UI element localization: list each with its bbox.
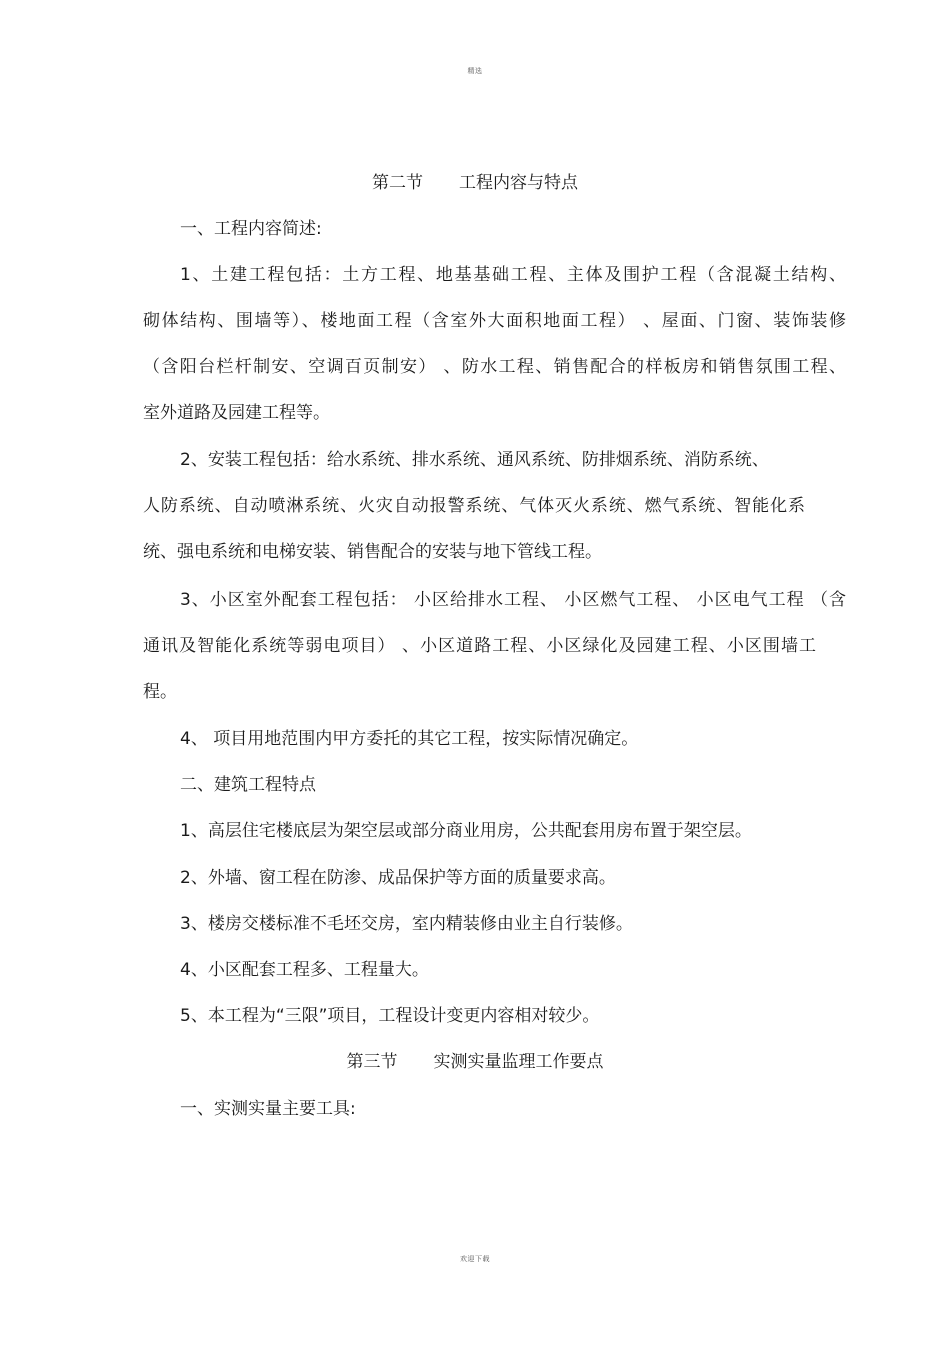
item-3-line-3: 程。 <box>143 682 177 702</box>
section-2-number: 第二节 <box>372 173 423 193</box>
item-1-line-3: （含阳台栏杆制安、空调百页制安） 、防水工程、销售配合的样板房和销售氛围工程、 <box>143 357 846 377</box>
item-1-line-1: 1、土建工程包括：土方工程、地基基础工程、主体及围护工程（含混凝土结构、 <box>180 265 846 285</box>
feature-5: 5、本工程为“三限”项目，工程设计变更内容相对较少。 <box>180 1006 600 1026</box>
feature-1: 1、高层住宅楼底层为架空层或部分商业用房，公共配套用房布置于架空层。 <box>180 821 752 841</box>
item-1-line-2: 砌体结构、围墙等）、楼地面工程（含室外大面积地面工程） 、屋面、门窗、装饰装修 <box>143 311 846 331</box>
feature-2: 2、外墙、窗工程在防渗、成品保护等方面的质量要求高。 <box>180 868 616 888</box>
footer-watermark: 欢迎下载 <box>460 1255 490 1263</box>
header-watermark: 精选 <box>467 67 483 75</box>
section-3-number: 第三节 <box>346 1052 398 1072</box>
item-2-line-3: 统、强电系统和电梯安装、销售配合的安装与地下管线工程。 <box>143 542 602 562</box>
section-3-title: 实测实量监理工作要点 <box>433 1052 604 1072</box>
item-4: 4、 项目用地范围内甲方委托的其它工程，按实际情况确定。 <box>180 729 639 749</box>
section-2-heading <box>0 173 950 193</box>
item-3-line-2: 通讯及智能化系统等弱电项目） 、小区道路工程、小区绿化及园建工程、小区围墙工 <box>143 636 816 656</box>
section-2-title: 工程内容与特点 <box>459 173 578 193</box>
section-3-heading <box>0 1052 950 1072</box>
feature-3: 3、楼房交楼标准不毛坯交房，室内精装修由业主自行装修。 <box>180 914 633 934</box>
section-3-part-1-title: 一、实测实量主要工具: <box>180 1099 356 1119</box>
part-2-title: 二、建筑工程特点 <box>180 775 316 795</box>
item-2-line-1: 2、安装工程包括：给水系统、排水系统、通风系统、防排烟系统、消防系统、 <box>180 450 769 470</box>
item-3-line-1: 3、小区室外配套工程包括： 小区给排水工程、 小区燃气工程、 小区电气工程 （含 <box>180 590 846 610</box>
part-1-title: 一、工程内容简述: <box>180 219 322 239</box>
item-2-line-2: 人防系统、自动喷淋系统、火灾自动报警系统、气体灭火系统、燃气系统、智能化系 <box>143 496 805 516</box>
feature-4: 4、小区配套工程多、工程量大。 <box>180 960 429 980</box>
item-1-line-4: 室外道路及园建工程等。 <box>143 403 330 423</box>
